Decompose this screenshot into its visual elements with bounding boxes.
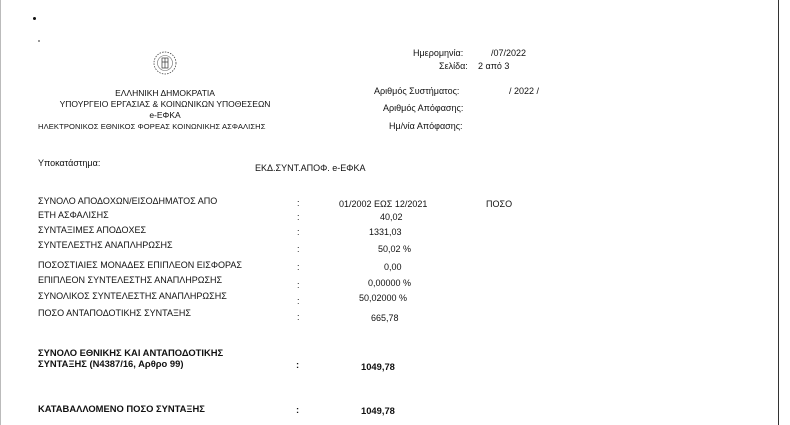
decision-date-label: Ημ/νία Απόφασης: bbox=[389, 121, 463, 131]
scan-speck bbox=[38, 40, 40, 42]
table-row-colon: : bbox=[297, 244, 300, 254]
table-row-label: ΣΥΝΟΛΟ ΑΠΟΔΟΧΩΝ/ΕΙΣΟΔΗΜΑΤΟΣ ΑΠΟ bbox=[38, 196, 218, 206]
table-row-colon: : bbox=[297, 296, 300, 306]
table-row-value: 0,00000 % bbox=[368, 278, 412, 288]
table-row-label: ΣΥΝΤΕΛΕΣΤΗΣ ΑΝΑΠΛΗΡΩΣΗΣ bbox=[38, 240, 173, 250]
org-efka: e-ΕΦΚΑ bbox=[149, 110, 181, 120]
table-row-value: 0,00 bbox=[384, 262, 402, 272]
page-label: Σελίδα: bbox=[439, 61, 468, 71]
table-row-colon: : bbox=[297, 198, 300, 208]
table-row-label: ΠΟΣΟ ΑΝΤΑΠΟΔΟΤΙΚΗΣ ΣΥΝΤΑΞΗΣ bbox=[38, 308, 191, 318]
table-row-label: ΕΠΙΠΛΕΟΝ ΣΥΝΤΕΛΕΣΤΗΣ ΑΝΑΠΛΗΡΩΣΗΣ bbox=[38, 275, 223, 285]
total-national-title: ΣΥΝΟΛΟ ΕΘΝΙΚΗΣ ΚΑΙ ΑΝΤΑΠΟΔΟΤΙΚΗΣ bbox=[38, 347, 224, 358]
table-row-value: 01/2002 ΕΩΣ 12/2021 bbox=[339, 199, 428, 209]
page-edge-left bbox=[0, 0, 1, 425]
page-value: 2 από 3 bbox=[478, 61, 510, 71]
table-row-colon: : bbox=[297, 212, 300, 222]
table-row-value: 665,78 bbox=[371, 313, 399, 323]
table-row-label: ΣΥΝΤΑΞΙΜΕΣ ΑΠΟΔΟΧΕΣ bbox=[38, 225, 147, 235]
system-number-value: / 2022 / bbox=[509, 86, 540, 96]
scan-speck bbox=[33, 17, 36, 20]
org-ministry: ΥΠΟΥΡΓΕΙΟ ΕΡΓΑΣΙΑΣ & ΚΟΙΝΩΝΙΚΩΝ ΥΠΟΘΕΣΕΩΝ bbox=[59, 99, 271, 109]
total-national-subtitle: ΣΥΝΤΑΞΗΣ (Ν4387/16, Αρθρο 99) bbox=[38, 358, 184, 369]
table-row-colon: : bbox=[297, 262, 300, 272]
table-row-colon: : bbox=[297, 312, 300, 322]
table-row-colon: : bbox=[297, 280, 300, 290]
branch-value: ΕΚΔ.ΣΥΝΤ.ΑΠΟΦ. e-ΕΦΚΑ bbox=[255, 163, 366, 173]
page-edge-right bbox=[778, 0, 779, 425]
greek-emblem-icon bbox=[152, 50, 178, 76]
table-row-label: ΠΟΣΟΣΤΙΑΙΕΣ ΜΟΝΑΔΕΣ ΕΠΙΠΛΕΟΝ ΕΙΣΦΟΡΑΣ bbox=[38, 260, 242, 270]
table-row-extra: ΠΟΣΟ bbox=[486, 199, 513, 209]
table-row-colon: : bbox=[297, 227, 300, 237]
total-national-value: 1049,78 bbox=[361, 361, 395, 372]
total-paid-colon: : bbox=[296, 404, 300, 415]
date-value: /07/2022 bbox=[491, 48, 527, 58]
table-row-value: 50,02000 % bbox=[359, 293, 408, 303]
branch-label: Υποκατάστημα: bbox=[38, 158, 101, 168]
date-label: Ημερομηνία: bbox=[413, 48, 464, 58]
total-paid-value: 1049,78 bbox=[361, 405, 395, 416]
table-row-value: 1331,03 bbox=[369, 227, 402, 237]
total-national-colon: : bbox=[296, 359, 300, 370]
system-number-label: Αριθμός Συστήματος: bbox=[374, 86, 460, 96]
org-country: ΕΛΛΗΝΙΚΗ ΔΗΜΟΚΡΑΤΙΑ bbox=[115, 88, 215, 98]
table-row-value: 40,02 bbox=[380, 212, 403, 222]
org-fullname: ΗΛΕΚΤΡΟΝΙΚΟΣ ΕΘΝΙΚΟΣ ΦΟΡΕΑΣ ΚΟΙΝΩΝΙΚΗΣ ΑΣΦΑΛΙΣΗΣ bbox=[38, 122, 266, 131]
table-row-value: 50,02 % bbox=[378, 244, 412, 254]
decision-number-label: Αριθμός Απόφασης: bbox=[383, 103, 464, 113]
table-row-label: ΣΥΝΟΛΙΚΟΣ ΣΥΝΤΕΛΕΣΤΗΣ ΑΝΑΠΛΗΡΩΣΗΣ bbox=[38, 291, 227, 301]
total-paid-label: ΚΑΤΑΒΑΛΛΟΜΕΝΟ ΠΟΣΟ ΣΥΝΤΑΞΗΣ bbox=[38, 403, 205, 414]
table-row-label: ΕΤΗ ΑΣΦΑΛΙΣΗΣ bbox=[38, 210, 109, 220]
